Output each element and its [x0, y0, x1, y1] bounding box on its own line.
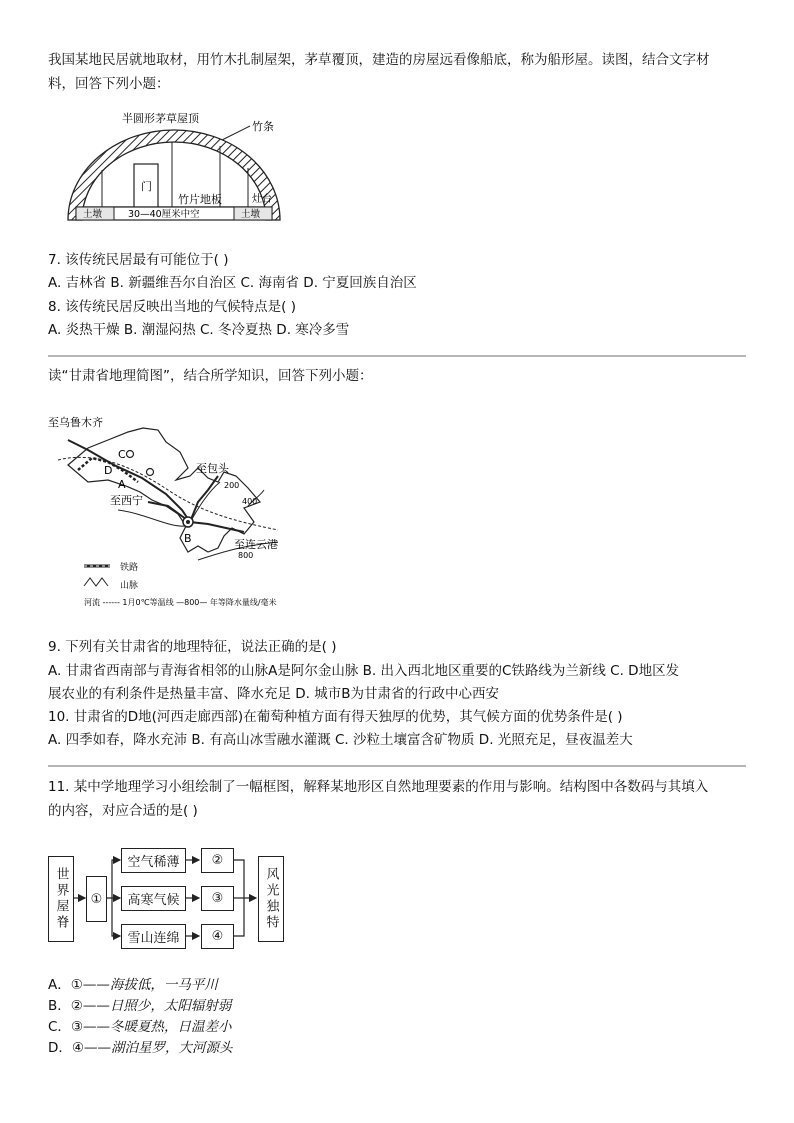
q11-option-d-text: ——湖泊星罗，大河源头	[84, 1040, 233, 1056]
flow-box-n4: ④	[201, 924, 234, 949]
question-9-options-line1: A. 甘肃省西南部与青海省相邻的山脉A是阿尔金山脉 B. 出入西北地区重要的C铁路线为兰新线 C. D地区发	[48, 663, 680, 679]
label-to-xining: 至西宁	[110, 494, 143, 507]
gansu-map	[48, 410, 308, 610]
question-9-options-line2: 展农业的有利条件是热量丰富、降水充足 D. 城市B为甘肃省的行政中心西安	[48, 686, 500, 702]
roof-label: 半圆形茅草屋顶	[122, 112, 199, 125]
q11-option-d	[48, 1038, 233, 1058]
flow-box-n1: ①	[86, 876, 107, 922]
flow-chart	[48, 848, 284, 944]
q11-option-a-text: ——海拔低，一马平川	[82, 977, 218, 993]
flow-box-top: 空气稀薄	[121, 848, 186, 873]
iso-200-label: 200	[224, 481, 240, 490]
q11-option-b-text: ——日照少，太阳辐射弱	[82, 998, 232, 1014]
legend-mountain: 山脉	[120, 581, 139, 591]
q11-option-a	[48, 975, 218, 995]
stove-label: 灶台	[252, 194, 272, 205]
question-7-options: A. 吉林省 B. 新疆维吾尔自治区 C. 海南省 D. 宁夏回族自治区	[48, 275, 417, 291]
intro-text-line1: 我国某地民居就地取材，用竹木扎制屋架，茅草覆顶，建造的房屋远看像船底，称为船形屋。读图，结合文字材	[48, 52, 710, 68]
right-pier-label: 土墩	[241, 209, 261, 220]
bamboo-label: 竹条	[252, 120, 274, 133]
label-c: C	[118, 448, 126, 461]
section-divider-1	[48, 355, 746, 357]
gap-label: 30—40厘米中空	[128, 209, 200, 220]
section2-intro: 读“甘肃省地理简图”，结合所学知识，回答下列小题：	[48, 368, 373, 384]
iso-800-label: 800	[238, 551, 254, 560]
q11-option-c-text: ——冬暖夏热，日温差小	[83, 1019, 232, 1035]
legend-rail: 铁路	[120, 563, 139, 573]
q11-option-a-letter: A．	[48, 977, 71, 993]
label-a: A	[118, 478, 126, 491]
door-label: 门	[141, 180, 152, 193]
flow-box-right: 风光独特	[258, 856, 284, 942]
question-10: 10. 甘肃省的D地(河西走廊西部)在葡萄种植方面有得天独厚的优势，其气候方面的优势条件是( )	[48, 709, 623, 725]
label-to-baotou: 至包头	[196, 462, 229, 475]
label-to-urumqi: 至乌鲁木齐	[48, 416, 103, 429]
question-8: 8. 该传统民居反映出当地的气候特点是( )	[48, 299, 296, 315]
left-pier-label: 土墩	[83, 209, 103, 220]
flow-box-n3: ③	[201, 886, 234, 911]
intro-text-line2: 料，回答下列小题：	[48, 76, 170, 92]
q11-option-a-num: ①	[70, 977, 83, 993]
label-to-lianyungang: 至连云港	[234, 538, 278, 551]
boat-house-figure	[62, 110, 292, 225]
question-7: 7. 该传统民居最有可能位于( )	[48, 252, 229, 268]
flow-box-bot: 雪山连绵	[121, 924, 186, 949]
flow-box-left: 世界屋脊	[48, 856, 74, 942]
q11-option-c	[48, 1017, 232, 1037]
province-outline	[68, 428, 260, 552]
legend-bottom: 河流 ------ 1月0℃等温线 —800— 年等降水量线/毫米	[84, 598, 277, 607]
question-11-line1: 11. 某中学地理学习小组绘制了一幅框图，解释某地形区自然地理要素的作用与影响。结构图中各数码与其填入	[48, 779, 709, 795]
label-d: D	[104, 464, 113, 477]
question-9: 9. 下列有关甘肃省的地理特征，说法正确的是( )	[48, 639, 337, 655]
flow-box-n2: ②	[201, 848, 234, 873]
question-10-options: A. 四季如春，降水充沛 B. 有高山冰雪融水灌溉 C. 沙粒土壤富含矿物质 D. 光照充足，昼夜温差大	[48, 732, 633, 748]
q11-option-d-letter: D．	[48, 1040, 72, 1056]
q11-option-c-num: ③	[70, 1019, 84, 1035]
section-divider-2	[48, 765, 746, 767]
question-11-line2: 的内容，对应合适的是( )	[48, 803, 198, 819]
question-8-options: A. 炎热干燥 B. 潮湿闷热 C. 冬冷夏热 D. 寒冷多雪	[48, 322, 350, 338]
q11-option-c-letter: C．	[48, 1019, 71, 1035]
label-b: B	[184, 532, 192, 545]
q11-option-b	[48, 996, 231, 1016]
flow-box-mid: 高寒气候	[121, 886, 186, 911]
iso-400-label: 400	[242, 497, 258, 506]
q11-option-b-letter: B．	[48, 998, 71, 1014]
q11-option-d-num: ④	[71, 1040, 85, 1056]
q11-option-b-num: ②	[70, 998, 83, 1014]
floor-label: 竹片地板	[178, 193, 222, 206]
